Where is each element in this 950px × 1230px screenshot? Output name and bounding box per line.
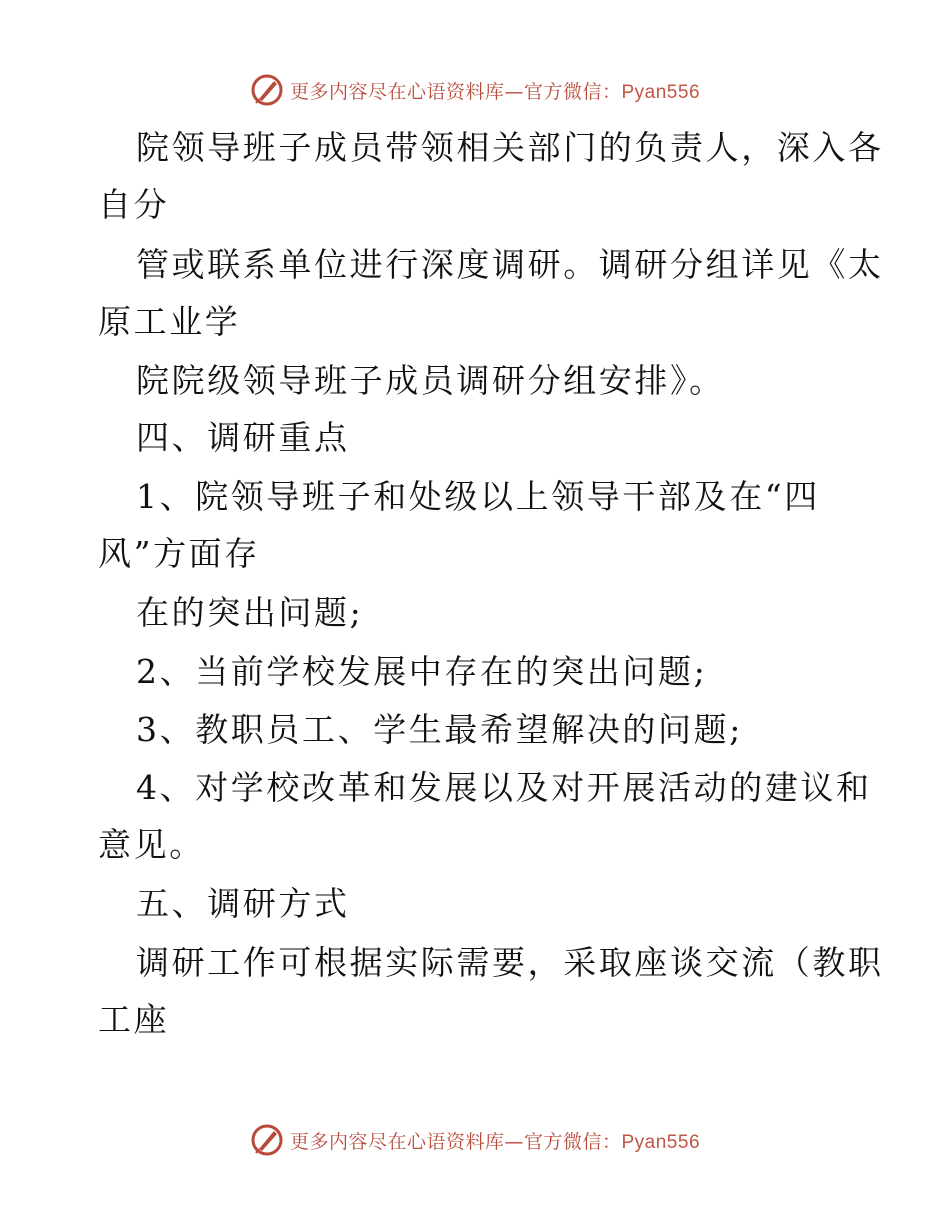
quill-logo-icon (250, 73, 284, 107)
paragraph-line: 风”方面存 (98, 534, 260, 573)
banner-text (290, 77, 700, 104)
paragraph-line: 意见。 (98, 825, 205, 864)
section-heading: 四、调研重点 (136, 418, 350, 457)
paragraph-line: 3、教职员工、学生最希望解决的问题; (136, 710, 743, 749)
paragraph-line: 1、院领导班子和处级以上领导干部及在“四 (136, 477, 820, 516)
banner-separator: — (504, 80, 524, 103)
paragraph-line: 工座 (98, 1000, 170, 1039)
paragraph-line: 在的突出问题; (136, 593, 364, 632)
banner-separator: — (504, 1130, 524, 1153)
paragraph-line: 院院级领导班子成员调研分组安排》。 (136, 361, 725, 400)
banner-handle: Pyan556 (621, 1131, 701, 1153)
paragraph-line: 原工业学 (98, 302, 241, 341)
paragraph-line: 院领导班子成员带领相关部门的负责人，深入各 (136, 128, 884, 167)
paragraph-line: 自分 (98, 185, 170, 224)
banner-suffix: 官方微信： (523, 1130, 622, 1153)
paragraph-line: 2、当前学校发展中存在的突出问题; (136, 652, 708, 691)
section-heading: 五、调研方式 (136, 884, 350, 923)
paragraph-line: 4、对学校改革和发展以及对开展活动的建议和 (136, 768, 872, 807)
banner-text (290, 1127, 700, 1154)
header-banner (0, 70, 950, 110)
paragraph-line: 管或联系单位进行深度调研。调研分组详见《太 (136, 245, 884, 284)
banner-handle: Pyan556 (621, 81, 701, 103)
banner-title: 更多内容尽在心语资料库 (289, 80, 505, 103)
banner-title: 更多内容尽在心语资料库 (289, 1130, 505, 1153)
quill-logo-icon (250, 1123, 284, 1157)
paragraph-line: 调研工作可根据实际需要，采取座谈交流（教职 (136, 943, 884, 982)
banner-suffix: 官方微信： (523, 80, 622, 103)
footer-banner (0, 1120, 950, 1160)
